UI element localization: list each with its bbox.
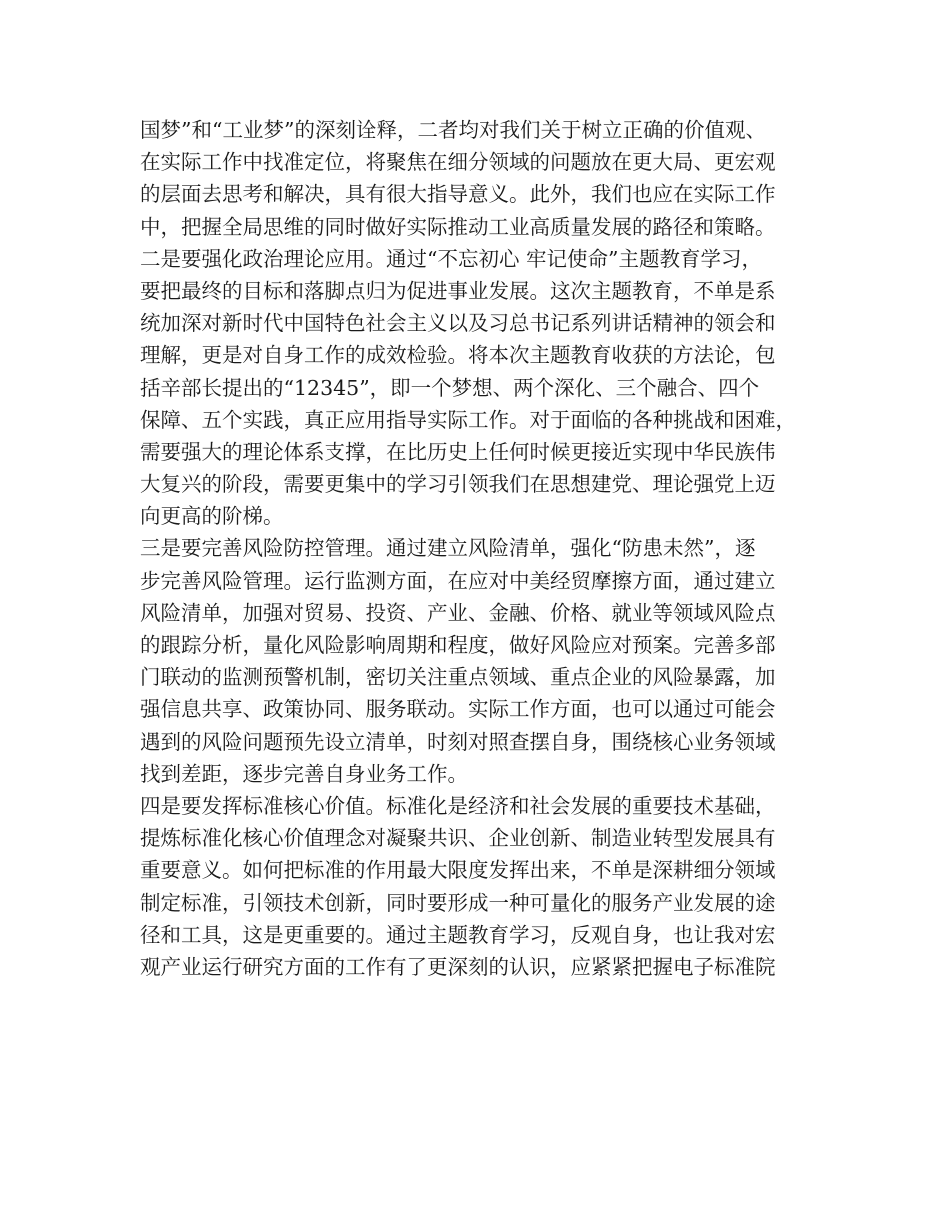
document-body bbox=[140, 114, 830, 983]
text-line: 保障、五个实践，真正应用指导实际工作。对于面临的各种挑战和困难， bbox=[140, 407, 796, 432]
text-line: 理解，更是对自身工作的成效检验。将本次主题教育收获的方法论，包 bbox=[140, 343, 776, 368]
text-line: 步完善风险管理。运行监测方面，在应对中美经贸摩擦方面，通过建立 bbox=[140, 568, 776, 593]
text-line: 二是要强化政治理论应用。通过“不忘初心 牢记使命”主题教育学习， bbox=[140, 246, 762, 271]
text-line: 观产业运行研究方面的工作有了更深刻的认识，应紧紧把握电子标准院 bbox=[140, 954, 776, 979]
text-line: 强信息共享、政策协同、服务联动。实际工作方面，也可以通过可能会 bbox=[140, 697, 776, 722]
text-line: 统加深对新时代中国特色社会主义以及习总书记系列讲话精神的领会和 bbox=[140, 311, 776, 336]
text-line: 三是要完善风险防控管理。通过建立风险清单，强化“防患未然”，逐 bbox=[140, 536, 756, 561]
text-line: 中，把握全局思维的同时做好实际推动工业高质量发展的路径和策略。 bbox=[140, 214, 776, 239]
text-line: 找到差距，逐步完善自身业务工作。 bbox=[140, 761, 468, 786]
text-line: 径和工具，这是更重要的。通过主题教育学习，反观自身，也让我对宏 bbox=[140, 922, 776, 947]
text-line: 重要意义。如何把标准的作用最大限度发挥出来，不单是深耕细分领域 bbox=[140, 858, 776, 883]
text-line: 括辛部长提出的“12345”，即一个梦想、两个深化、三个融合、四个 bbox=[140, 375, 760, 400]
text-line: 的层面去思考和解决，具有很大指导意义。此外，我们也应在实际工作 bbox=[140, 182, 776, 207]
text-line: 国梦”和“工业梦”的深刻诠释，二者均对我们关于树立正确的价值观、 bbox=[140, 118, 766, 142]
text-line: 制定标准，引领技术创新，同时要形成一种可量化的服务产业发展的途 bbox=[140, 890, 776, 915]
text-line: 风险清单，加强对贸易、投资、产业、金融、价格、就业等领域风险点 bbox=[140, 600, 776, 625]
text-line: 要把最终的目标和落脚点归为促进事业发展。这次主题教育，不单是系 bbox=[140, 278, 776, 303]
text-line: 在实际工作中找准定位，将聚焦在细分领域的问题放在更大局、更宏观 bbox=[140, 150, 776, 175]
text-line: 的跟踪分析，量化风险影响周期和程度，做好风险应对预案。完善多部 bbox=[140, 633, 776, 657]
text-line: 需要强大的理论体系支撑，在比历史上任何时候更接近实现中华民族伟 bbox=[140, 439, 776, 464]
text-line: 遇到的风险问题预先设立清单，时刻对照查摆自身，围绕核心业务领域 bbox=[140, 729, 776, 754]
text-line: 提炼标准化核心价值理念对凝聚共识、企业创新、制造业转型发展具有 bbox=[140, 826, 776, 851]
text-line: 大复兴的阶段，需要更集中的学习引领我们在思想建党、理论强党上迈 bbox=[140, 472, 776, 497]
text-line: 四是要发挥标准核心价值。标准化是经济和社会发展的重要技术基础， bbox=[140, 793, 776, 818]
text-line: 向更高的阶梯。 bbox=[140, 504, 284, 529]
text-line: 门联动的监测预警机制，密切关注重点领域、重点企业的风险暴露，加 bbox=[140, 665, 776, 690]
